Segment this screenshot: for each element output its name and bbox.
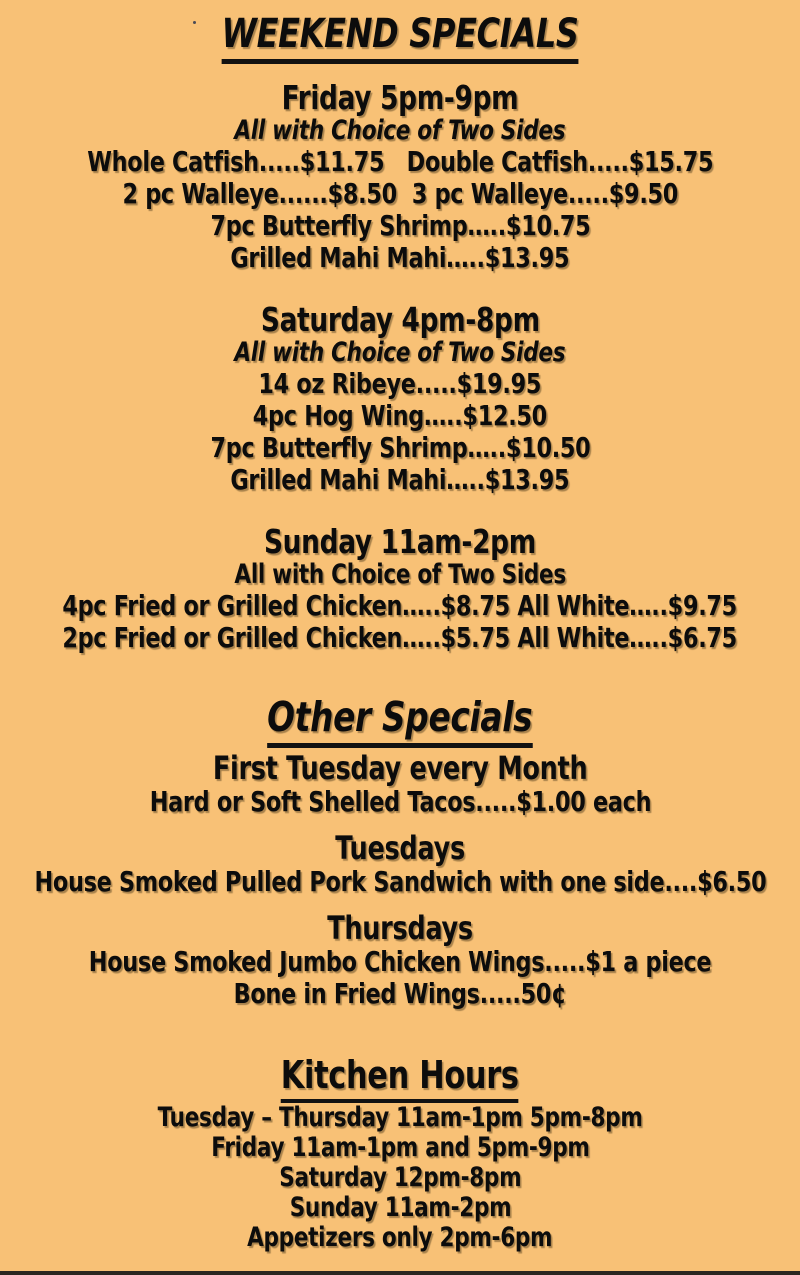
saturday-section-heading-row [0, 302, 800, 338]
hours-line [0, 1193, 800, 1223]
other-specials-title: Other Specials [267, 694, 532, 748]
menu-line [0, 786, 800, 818]
bottom-edge-line [0, 1271, 800, 1275]
saturday-heading: Saturday 4pm-8pm [260, 300, 540, 339]
hours-line [0, 1103, 800, 1133]
first-tuesday-heading-row [0, 750, 800, 786]
friday-item-shrimp: 7pc Butterfly Shrimp…..$10.75 [210, 209, 590, 242]
sunday-subheading-row [0, 560, 800, 590]
hours-saturday: Saturday 12pm-8pm [278, 1162, 521, 1193]
tuesdays-heading: Tuesdays [335, 829, 465, 867]
menu-line [0, 368, 800, 400]
friday-section-heading-row [0, 80, 800, 116]
sunday-item-4pc-chicken: 4pc Fried or Grilled Chicken…..$8.75 All White…..$9.75 [62, 589, 738, 622]
sunday-subheading: All with Choice of Two Sides [234, 559, 566, 590]
saturday-subheading: All with Choice of Two Sides [234, 337, 566, 368]
menu-line [0, 146, 800, 178]
menu-line [0, 242, 800, 274]
menu-line [0, 210, 800, 242]
kitchen-hours-title-row [0, 1054, 800, 1103]
menu-line [0, 178, 800, 210]
sunday-item-2pc-chicken: 2pc Fried or Grilled Chicken…..$5.75 All White…..$6.75 [62, 621, 738, 654]
saturday-subheading-row [0, 338, 800, 368]
tacos-item: Hard or Soft Shelled Tacos.....$1.00 each [149, 785, 651, 818]
menu-line [0, 866, 800, 898]
menu-line [0, 978, 800, 1010]
saturday-item-shrimp: 7pc Butterfly Shrimp…..$10.50 [210, 431, 590, 464]
hours-appetizers: Appetizers only 2pm-6pm [247, 1222, 553, 1253]
saturday-item-hog-wing: 4pc Hog Wing…..$12.50 [252, 399, 548, 432]
thursdays-heading: Thursdays [327, 909, 473, 947]
friday-item-walleye: 2 pc Walleye......$8.50 3 pc Walleye.....$9.50 [122, 177, 678, 210]
saturday-item-mahi: Grilled Mahi Mahi…..$13.95 [230, 463, 570, 496]
smoked-wings-item: House Smoked Jumbo Chicken Wings.....$1 a piece [88, 945, 712, 978]
fried-wings-item: Bone in Fried Wings.....50¢ [233, 977, 567, 1010]
menu-line [0, 946, 800, 978]
sunday-heading: Sunday 11am-2pm [264, 522, 536, 561]
friday-item-catfish: Whole Catfish.....$11.75 Double Catfish.....$15.75 [86, 145, 713, 178]
hours-line [0, 1163, 800, 1193]
other-specials-title-row [0, 694, 800, 748]
hours-sunday: Sunday 11am-2pm [289, 1192, 511, 1223]
menu-line [0, 400, 800, 432]
hours-tuesday-thursday: Tuesday – Thursday 11am-1pm 5pm-8pm [157, 1102, 643, 1133]
weekend-specials-title: WEEKEND SPECIALS [222, 12, 579, 64]
menu-line [0, 590, 800, 622]
menu-line [0, 464, 800, 496]
hours-friday: Friday 11am-1pm and 5pm-9pm [210, 1132, 590, 1163]
menu-line [0, 622, 800, 654]
kitchen-hours-title: Kitchen Hours [281, 1054, 519, 1103]
hours-line [0, 1133, 800, 1163]
sunday-section-heading-row [0, 524, 800, 560]
thursdays-heading-row [0, 910, 800, 946]
menu-line [0, 432, 800, 464]
tuesdays-heading-row [0, 830, 800, 866]
first-tuesday-heading: First Tuesday every Month [212, 749, 588, 787]
friday-subheading: All with Choice of Two Sides [234, 115, 566, 146]
pulled-pork-item: House Smoked Pulled Pork Sandwich with one side....$6.50 [34, 865, 766, 898]
weekend-specials-title-row [0, 12, 800, 64]
friday-heading: Friday 5pm-9pm [281, 78, 519, 117]
hours-line [0, 1223, 800, 1253]
speck-dot [193, 21, 196, 24]
friday-subheading-row [0, 116, 800, 146]
saturday-item-ribeye: 14 oz Ribeye.....$19.95 [258, 367, 542, 400]
friday-item-mahi: Grilled Mahi Mahi…..$13.95 [230, 241, 570, 274]
